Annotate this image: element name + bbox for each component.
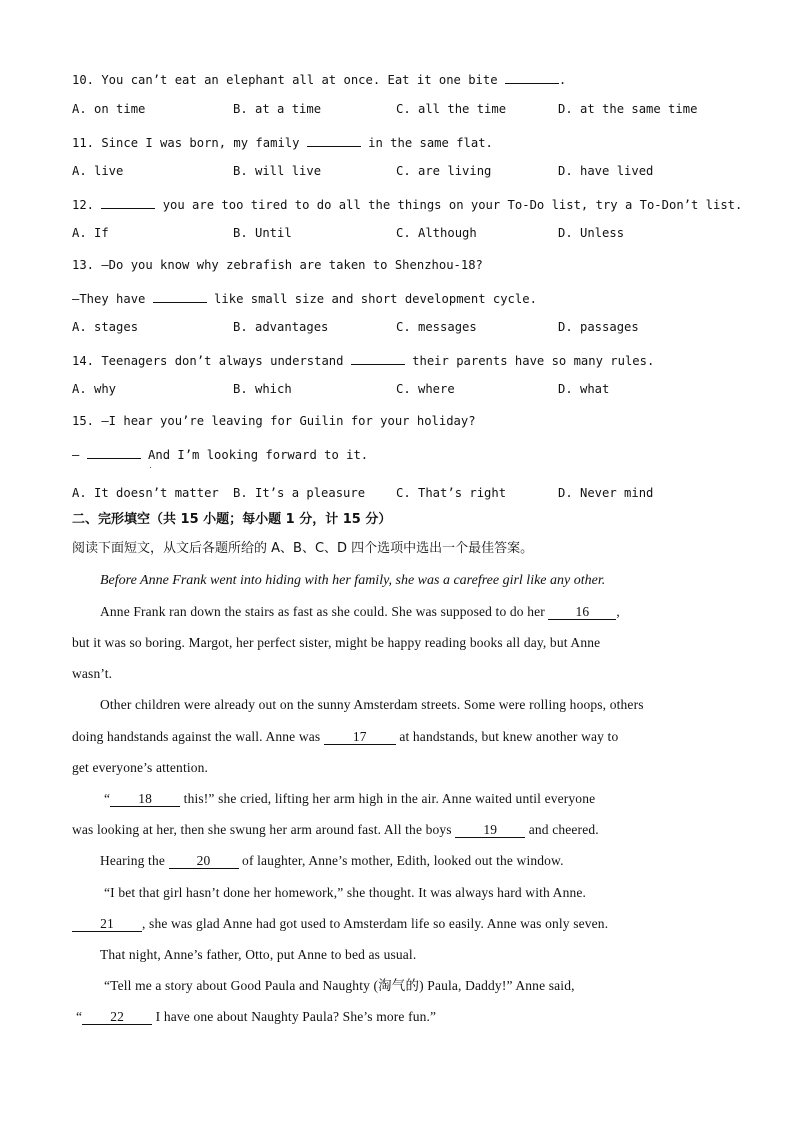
passage-intro: Before Anne Frank went into hiding with her family, she was a carefree girl like any other. — [100, 573, 606, 588]
p8-quote-open: “ — [76, 1009, 83, 1024]
passage-p5-line1: “I bet that girl hasn’t done her homework,” she thought. It was always hard with Anne. — [104, 885, 587, 900]
q10-stem-post: . — [558, 73, 567, 87]
q12-option-b[interactable]: B. Until — [233, 226, 292, 240]
q13-option-d[interactable]: D. passages — [558, 320, 639, 334]
q15-option-c[interactable]: C. That’s right — [396, 486, 507, 500]
question-11-stem — [72, 132, 493, 151]
q11-option-b[interactable]: B. will live — [233, 164, 322, 178]
p2-text-post: at handstands, but knew another way to — [395, 729, 619, 744]
p8-post: I have one about Naughty Paula? She’s more fun.” — [152, 1009, 437, 1024]
q14-option-c[interactable]: C. where — [396, 382, 455, 396]
q15-option-d[interactable]: D. Never mind — [558, 486, 654, 500]
q11-stem-post: in the same flat. — [360, 136, 493, 150]
blank-16: 16 — [548, 605, 616, 620]
q10-blank — [505, 69, 559, 84]
q11-stem-pre: 11. Since I was born, my family — [72, 136, 307, 150]
blank-17: 17 — [324, 730, 396, 745]
q14-stem-pre: 14. Teenagers don’t always understand — [72, 354, 351, 368]
passage-p3-line1 — [104, 791, 595, 807]
blank-20: 20 — [169, 854, 239, 869]
q12-option-c[interactable]: C. Although — [396, 226, 477, 240]
q11-option-a[interactable]: A. live — [72, 164, 124, 178]
p3-l2-post: and cheered. — [525, 822, 599, 837]
question-10-stem — [72, 69, 566, 88]
blank-18: 18 — [110, 792, 180, 807]
q13-stem-post: like small size and short development cycle. — [206, 292, 537, 306]
p2-text-pre: doing handstands against the wall. Anne was — [72, 729, 324, 744]
q15-stem-post: And I’m looking forward to it. — [140, 448, 369, 462]
passage-p2-line1: Other children were already out on the sunny Amsterdam streets. Some were rolling hoops, others — [100, 697, 644, 712]
q12-stem-post: you are too tired to do all the things on your To-Do list, try a To-Don’t list. — [155, 198, 743, 212]
q10-option-b[interactable]: B. at a time — [233, 102, 322, 116]
p4-post: of laughter, Anne’s mother, Edith, looked out the window. — [238, 853, 564, 868]
question-13-stem: 13. —Do you know why zebrafish are taken to Shenzhou-18? — [72, 258, 483, 272]
q15-option-a[interactable]: A. It doesn’t matter — [72, 486, 219, 500]
p3-l2-pre: was looking at her, then she swung her arm around fast. All the boys — [72, 822, 456, 837]
p3-quote-open: “ — [104, 791, 111, 806]
stray-mark — [150, 467, 151, 468]
q12-stem-pre: 12. — [72, 198, 102, 212]
passage-p1-line2: but it was so boring. Margot, her perfect sister, might be happy reading books all day, but Anne — [72, 635, 601, 650]
q14-option-d[interactable]: D. what — [558, 382, 610, 396]
passage-p5-line2 — [72, 916, 608, 932]
question-15-stem: 15. —I hear you’re leaving for Guilin for your holiday? — [72, 414, 476, 428]
q10-option-d[interactable]: D. at the same time — [558, 102, 698, 116]
q15-option-b[interactable]: B. It’s a pleasure — [233, 486, 366, 500]
question-15-response — [72, 444, 368, 463]
passage-p2-line3: get everyone’s attention. — [72, 760, 209, 775]
q10-stem-pre: 10. You can’t eat an elephant all at once. Eat it one bite — [72, 73, 505, 87]
q12-blank — [101, 194, 155, 209]
passage-p1-line1 — [100, 604, 620, 620]
q11-option-d[interactable]: D. have lived — [558, 164, 654, 178]
q11-blank — [307, 132, 361, 147]
passage-p2-line2 — [72, 729, 618, 745]
p5-l2-post: , she was glad Anne had got used to Amsterdam life so easily. Anne was only seven. — [142, 916, 609, 931]
p1-text-post: , — [616, 604, 620, 619]
passage-p7: “Tell me a story about Good Paula and Naughty (淘气的) Paula, Daddy!” Anne said, — [104, 978, 575, 993]
q14-option-a[interactable]: A. why — [72, 382, 117, 396]
q13-option-b[interactable]: B. advantages — [233, 320, 329, 334]
q15-blank — [87, 444, 141, 459]
section-instruction: 阅读下面短文，从文后各题所给的 A、B、C、D 四个选项中选出一个最佳答案。 — [72, 541, 534, 556]
passage-p4 — [100, 853, 564, 869]
q13-option-c[interactable]: C. messages — [396, 320, 477, 334]
q10-option-a[interactable]: A. on time — [72, 102, 146, 116]
passage-p1-line3: wasn’t. — [72, 666, 113, 681]
p4-pre: Hearing the — [100, 853, 169, 868]
blank-22: 22 — [82, 1010, 152, 1025]
q14-blank — [351, 350, 405, 365]
passage-p3-line2 — [72, 822, 599, 838]
q13-stem-pre: —They have — [72, 292, 153, 306]
q13-blank — [153, 288, 207, 303]
passage-p6: That night, Anne’s father, Otto, put Anne to bed as usual. — [100, 947, 417, 962]
q15-stem-pre: — — [72, 448, 87, 462]
question-14-stem — [72, 350, 654, 369]
section-heading: 二、完形填空（共 15 小题；每小题 1 分，计 15 分） — [72, 512, 392, 527]
q12-option-d[interactable]: D. Unless — [558, 226, 625, 240]
q13-option-a[interactable]: A. stages — [72, 320, 139, 334]
question-12-stem — [72, 194, 742, 213]
blank-21: 21 — [72, 917, 142, 932]
p3-text-post: this!” she cried, lifting her arm high in the air. Anne waited until everyone — [180, 791, 596, 806]
passage-p8 — [76, 1009, 436, 1025]
q10-option-c[interactable]: C. all the time — [396, 102, 507, 116]
q14-stem-post: their parents have so many rules. — [404, 354, 655, 368]
q14-option-b[interactable]: B. which — [233, 382, 292, 396]
q12-option-a[interactable]: A. If — [72, 226, 109, 240]
p1-text-pre: Anne Frank ran down the stairs as fast as she could. She was supposed to do her — [100, 604, 549, 619]
q11-option-c[interactable]: C. are living — [396, 164, 492, 178]
blank-19: 19 — [455, 823, 525, 838]
question-13-response — [72, 288, 537, 307]
